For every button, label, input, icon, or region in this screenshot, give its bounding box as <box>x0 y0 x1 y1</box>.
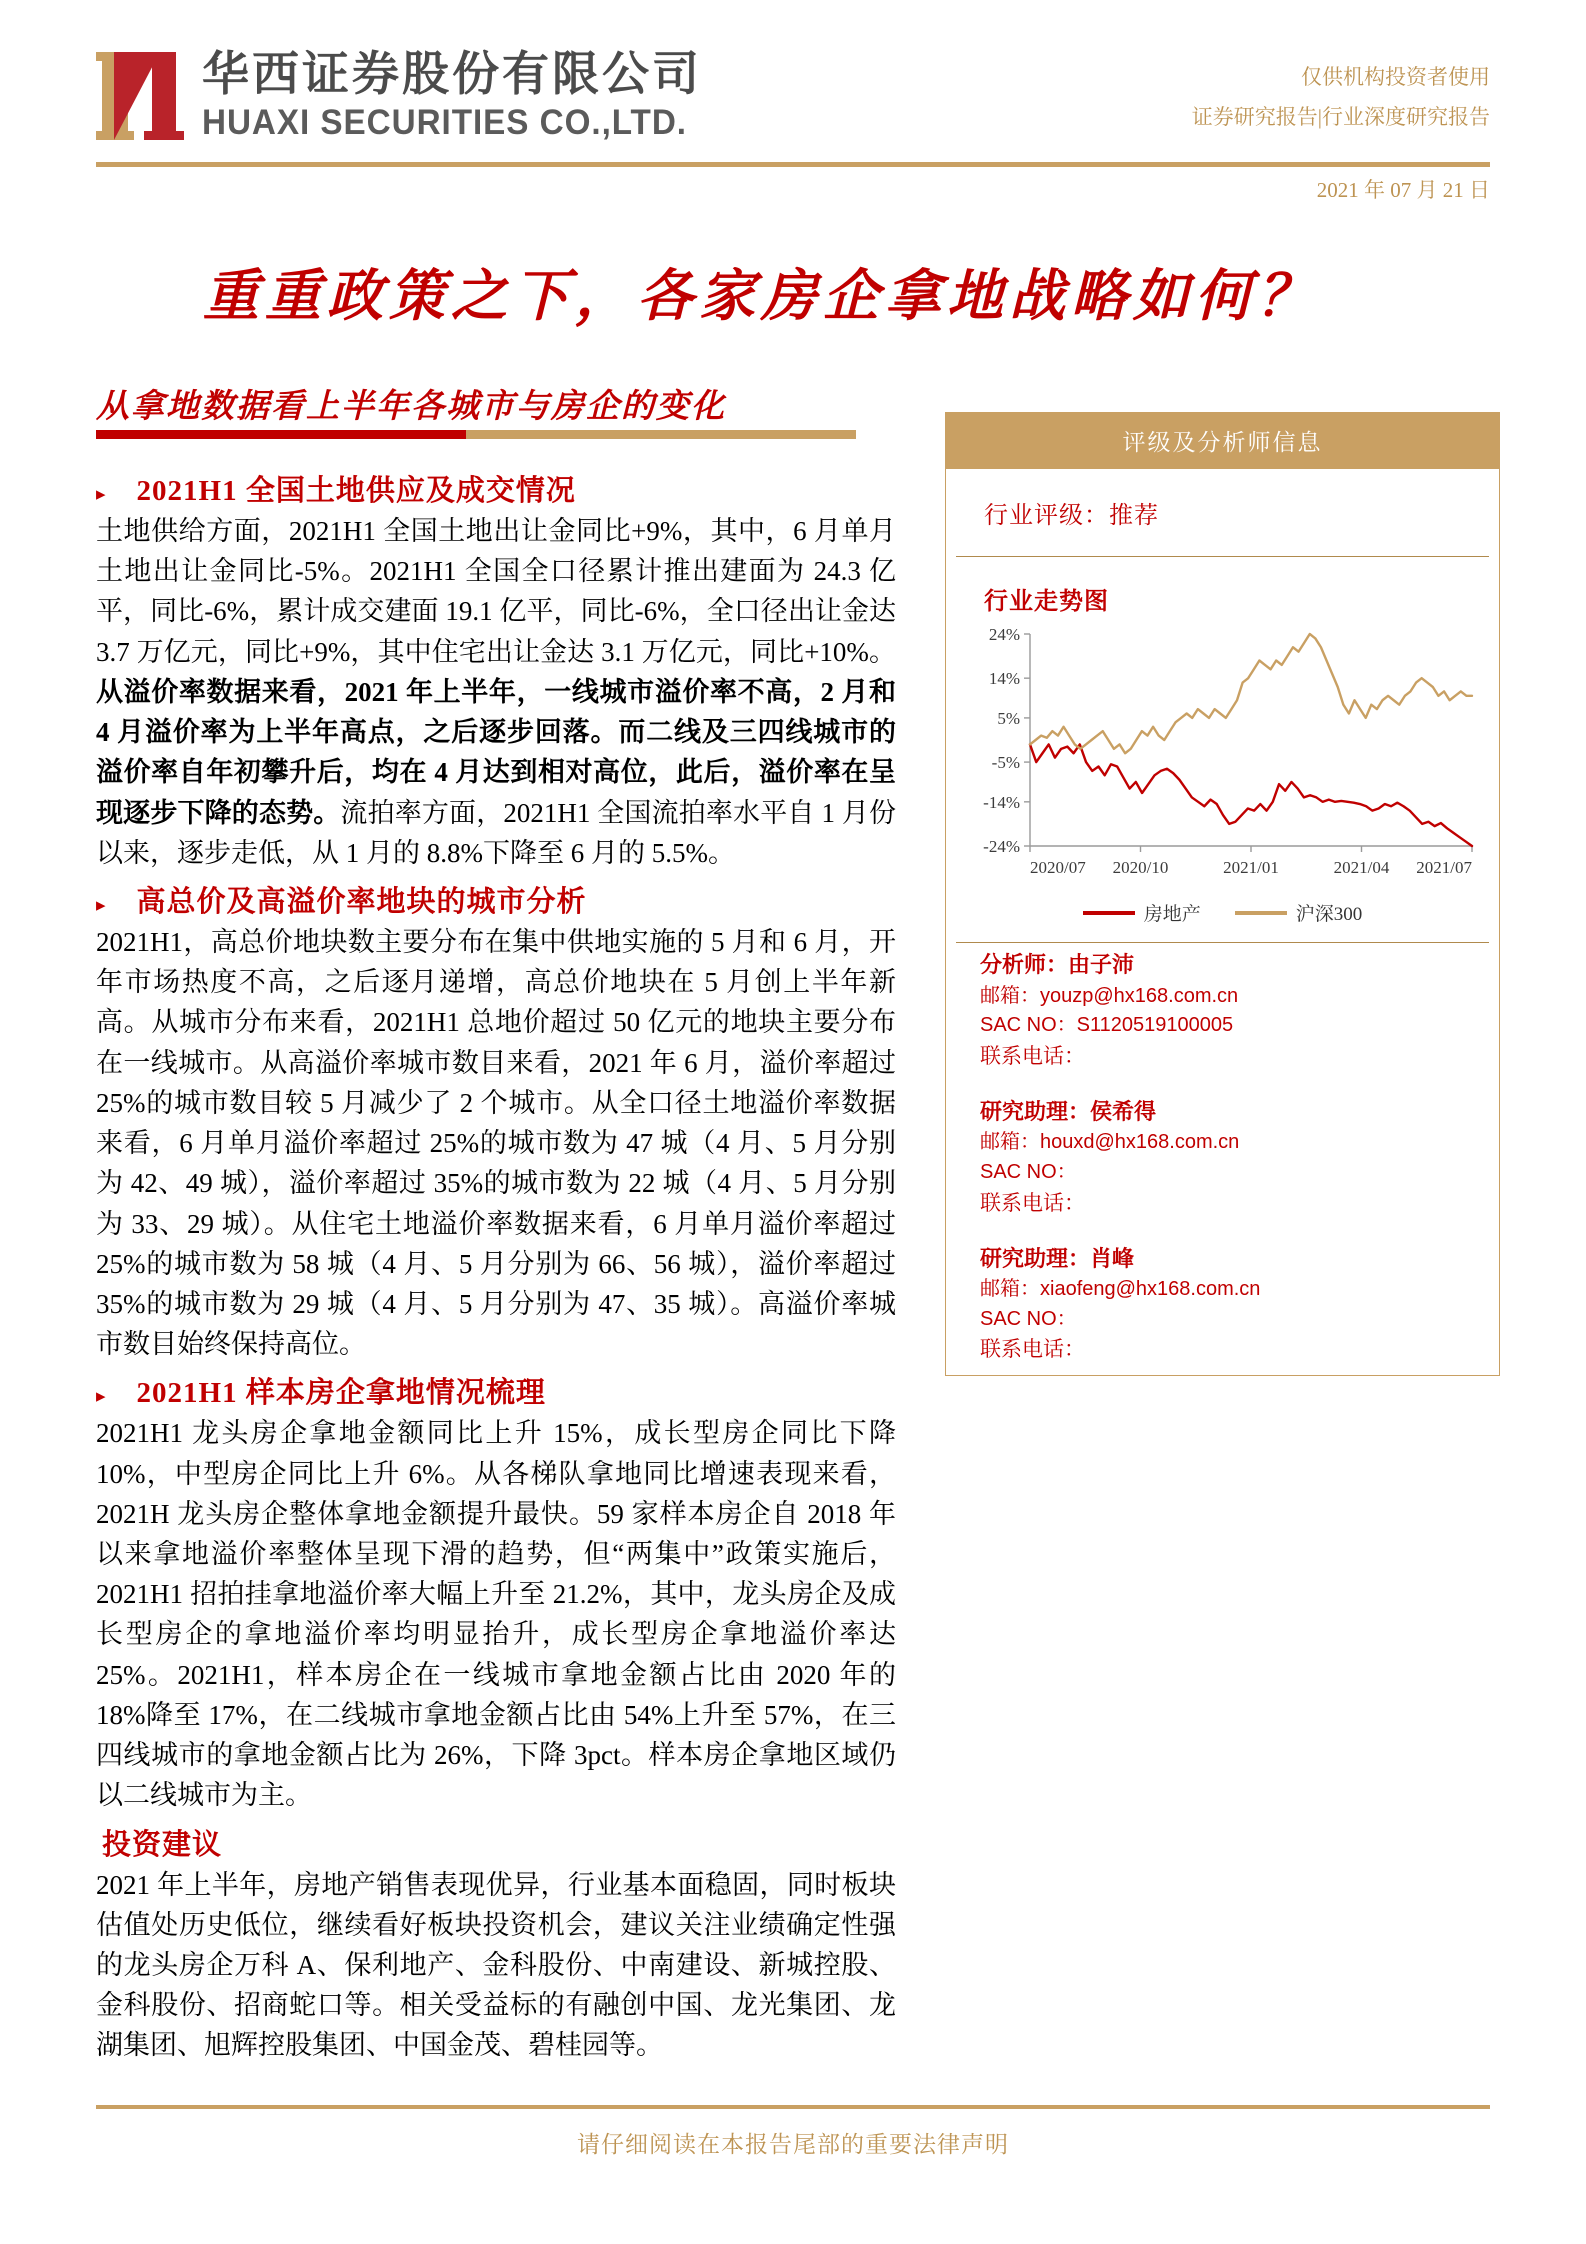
analyst-name-1: 研究助理：侯希得 <box>980 1098 1157 1124</box>
svg-text:-5%: -5% <box>991 753 1020 773</box>
section-heading-city-analysis <box>96 879 896 920</box>
svg-text:2020/10: 2020/10 <box>1112 858 1169 877</box>
section-heading-label: 2021H1 样本房企拿地情况梳理 <box>136 1377 546 1410</box>
svg-text:24%: 24% <box>988 625 1020 644</box>
page-title: 重重政策之下，各家房企拿地战略如何？ <box>203 266 1319 328</box>
analyst-email-1: 邮箱：houxd@hx168.com.cn <box>980 1131 1240 1154</box>
triangle-bullet-icon: ▸ <box>96 484 107 505</box>
analyst-phone-1: 联系电话： <box>980 1190 1085 1215</box>
rating-analyst-panel <box>945 412 1500 1376</box>
panel-title: 评级及分析师信息 <box>946 413 1499 469</box>
industry-trend-chart <box>946 620 1499 897</box>
section-paragraph-1a: 土地供给方面，2021H1 全国土地出让金同比+9%，其中，6 月单月土地出让金同比-5%。2021H1 全国全口径累计推出建面为 24.3 亿平，同比-6%，累计成交建面 19.1 亿平，同比-6%，全口径出让金达 3.7 万亿元，同比+9%，其中住宅出让金达 3.1 万亿元，同比+10%。从溢价率数据来看，2021 年上半年，一线城市溢价率不高，2 月和 4 月溢价率为上半年高点，之后逐步回落。而二线及三四线城市的溢价率自年初攀升后，均在 4 月达到相对高位，此后，溢价率在呈现逐步下降的态势。流拍率方面，2021H1 全国流拍率水平自 1 月份以来，逐步走低，从 1 月的 8.8%下降至 6 月的 5.5%。 <box>96 516 897 868</box>
svg-text:14%: 14% <box>988 669 1020 689</box>
section-heading-label: 高总价及高溢价率地块的城市分析 <box>136 885 587 918</box>
svg-text:2020/07: 2020/07 <box>1030 858 1086 877</box>
triangle-bullet-icon: ▸ <box>96 1386 107 1408</box>
audience-note: 仅供机构投资者使用 <box>1301 65 1490 89</box>
industry-rating-label: 行业评级： <box>984 503 1109 529</box>
header-divider <box>96 162 1490 167</box>
analyst-phone-2: 联系电话： <box>980 1337 1085 1362</box>
report-date: 2021 年 07 月 21 日 <box>1316 178 1490 202</box>
company-name-en: HUAXI SECURITIES CO.,LTD. <box>202 103 687 142</box>
triangle-bullet-icon: ▸ <box>96 894 107 916</box>
svg-text:-14%: -14% <box>983 792 1020 812</box>
trend-chart-svg <box>958 622 1486 892</box>
section-paragraph-2: 2021H1，高总价地块数主要分布在集中供地实施的 5 月和 6 月，开年市场热度不高，之后逐月递增，高总价地块在 5 月创上半年新高。从城市分布来看，2021H1 总地价超过 50 亿元的地块主要分布在一线城市。从高溢价率城市数目来看，2021 年 6 月，溢价率超过 25%的城市数目较 5 月减少了 2 个城市。从全口径土地溢价率数据来看，6 月单月溢价率超过 25%的城市数为 47 城（4 月、5 月分别为 42、49 城），溢价率超过 35%的城市数为 22 城（4 月、5 月分别为 33、29 城）。从住宅土地溢价率数据来看，6 月单月溢价率超过 25%的城市数为 58 城（4 月、5 月分别为 66、56 城），溢价率超过 35%的城市数为 29 城（4 月、5 月分别为 47、35 城）。高溢价率城市数目始终保持高位。 <box>96 926 896 1360</box>
chart-title: 行业走势图 <box>984 589 1109 615</box>
industry-rating-value: 推荐 <box>1109 503 1159 529</box>
svg-text:2021/01: 2021/01 <box>1223 858 1279 877</box>
section-heading-label: 投资建议 <box>102 1828 223 1861</box>
analyst-email-2: 邮箱：xiaofeng@hx168.com.cn <box>980 1278 1261 1301</box>
section-heading-label: 2021H1 全国土地供应及成交情况 <box>136 475 576 507</box>
analyst-name-0: 分析师：由子沛 <box>980 952 1135 977</box>
svg-text:2021/04: 2021/04 <box>1333 858 1390 877</box>
report-summary-column <box>96 462 896 2066</box>
section-heading-land-supply <box>96 468 896 509</box>
industry-rating-row <box>946 469 1499 556</box>
legend-swatch-csi300 <box>1235 911 1287 915</box>
chart-legend <box>946 897 1499 942</box>
footer-note: 请仔细阅读在本报告尾部的重要法律声明 <box>577 2132 1009 2157</box>
svg-text:5%: 5% <box>997 708 1020 728</box>
title-underline <box>96 430 856 439</box>
page-header <box>96 34 1490 202</box>
analyst-phone-0: 联系电话： <box>980 1043 1085 1068</box>
analyst-sac-1: SAC NO： <box>980 1160 1077 1183</box>
analyst-list <box>946 943 1499 1365</box>
svg-text:2021/07: 2021/07 <box>1416 858 1472 877</box>
section-paragraph-3: 2021H1 龙头房企拿地金额同比上升 15%，成长型房企同比下降 10%，中型房企同比上升 6%。从各梯队拿地同比增速表现来看，2021H 龙头房企整体拿地金额提升最快。59 家样本房企自 2018 年以来拿地溢价率整体呈现下滑的趋势，但“两集中”政策实施后，2021H1 招拍挂拿地溢价率大幅上升至 21.2%，其中，龙头房企及成长型房企的拿地溢价率均明显抬升，成长型房企拿地溢价率达 25%。2021H1，样本房企在一线城市拿地金额占比由 2020 年的 18%降至 17%，在二线城市拿地金额占比由 54%上升至 57%，在三四线城市的拿地金额占比为 26%，下降 3pct。样本房企拿地区域仍以二线城市为主。 <box>96 1418 896 1811</box>
analyst-name-2: 研究助理：肖峰 <box>980 1245 1135 1271</box>
section-heading-sample-developers <box>96 1370 896 1411</box>
analyst-sac-2: SAC NO： <box>980 1307 1077 1330</box>
section-paragraph-4: 2021 年上半年，房地产销售表现优异，行业基本面稳固，同时板块估值处历史低位，继续看好板块投资机会，建议关注业绩确定性强的龙头房企万科 A、保利地产、金科股份、中南建设、新城控股、金科股份、招商蛇口等。相关受益标的有融创中国、龙光集团、龙湖集团、旭辉控股集团、中国金茂、碧桂园等。 <box>96 1869 896 2061</box>
analyst-email-0: 邮箱：youzp@hx168.com.cn <box>980 984 1239 1007</box>
header-meta <box>1192 58 1490 138</box>
report-type: 证券研究报告|行业深度研究报告 <box>1191 104 1490 129</box>
company-name-cn: 华西证券股份有限公司 <box>202 47 702 100</box>
page-subtitle: 从拿地数据看上半年各城市与房企的变化 <box>96 389 726 425</box>
svg-text:-24%: -24% <box>983 837 1020 856</box>
footer-divider <box>96 2105 1490 2109</box>
huaxi-logo-icon <box>96 48 192 140</box>
section-heading-investment-advice <box>102 1822 896 1863</box>
company-logo <box>96 48 713 140</box>
legend-label-csi300: 沪深300 <box>1295 904 1363 925</box>
legend-label-real-estate: 房地产 <box>1143 904 1201 925</box>
legend-swatch-real-estate <box>1083 911 1135 915</box>
legend-item-0 <box>1083 899 1201 926</box>
analyst-sac-0: SAC NO：S1120519100005 <box>980 1014 1234 1037</box>
legend-item-1 <box>1235 899 1363 926</box>
